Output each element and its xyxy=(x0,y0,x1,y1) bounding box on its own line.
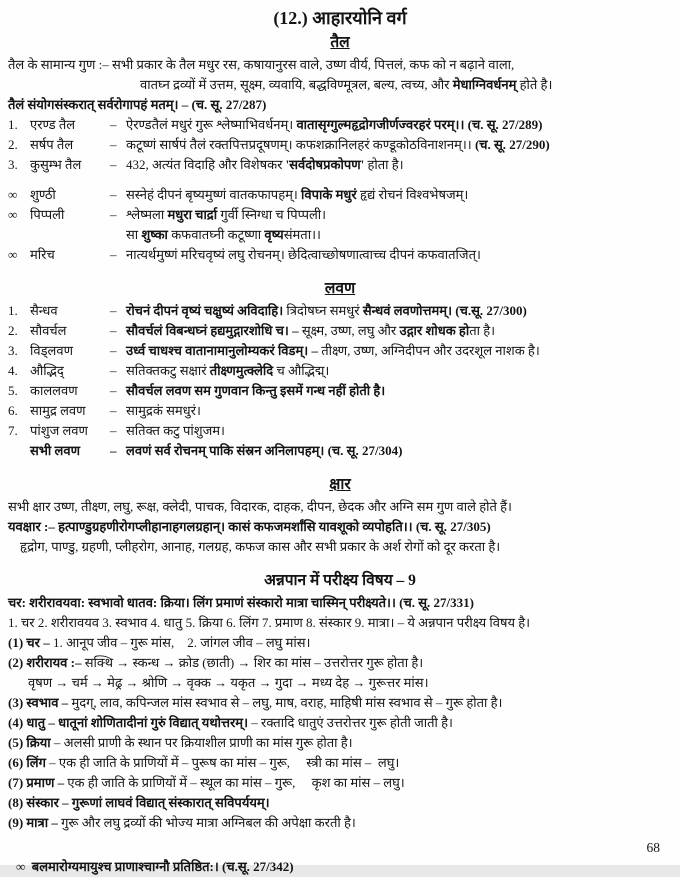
spacer xyxy=(8,265,672,277)
item-number xyxy=(8,225,30,245)
text-segment: मधुरा चार्द्रा xyxy=(167,207,218,222)
text-segment: (8) संस्कार – गुरूणां लाघवं विद्यात् संस्कारात् सविपर्ययम्। xyxy=(8,795,270,810)
item-text xyxy=(126,401,672,421)
text-line xyxy=(8,713,672,733)
dash-separator xyxy=(110,225,126,245)
list-item xyxy=(8,361,672,381)
item-text xyxy=(126,155,672,175)
item-text xyxy=(126,245,672,265)
text-line xyxy=(8,593,672,613)
text-segment: संमता।। xyxy=(283,227,321,242)
section-heading: अन्नपान में परीक्ष्य विषय – 9 xyxy=(264,572,416,589)
content xyxy=(8,6,672,877)
list-item xyxy=(8,155,672,175)
text-segment: सूक्ष्म, उष्ण, लघु और xyxy=(301,323,400,338)
text-line xyxy=(8,633,672,653)
item-term: सैन्धव xyxy=(30,303,58,318)
list-item xyxy=(8,301,672,321)
text-line xyxy=(8,653,672,673)
text-segment: (3) स्वभाव – xyxy=(8,695,72,710)
text-segment: सतिक्त कटु पांशुजम। xyxy=(126,423,225,438)
item-term: औद्भिद् xyxy=(30,363,64,378)
text-segment: 1. आनूप जीव – गुरू मांस, 2. जांगल जीव – लघु मांस। xyxy=(52,635,311,650)
text-segment: उद्गार शोधक हो xyxy=(399,323,470,338)
text-segment: सक्थि → स्कन्ध → क्रोड (छाती) → शिर का मांस – उत्तरोत्तर गुरू होता है। xyxy=(84,655,424,670)
text-segment: तैलं संयोगसंस्करात् सर्वरोगापहं मतम्। – (च. सू. 27/287) xyxy=(8,97,267,112)
item-term: काललवण xyxy=(30,383,78,398)
text-line xyxy=(8,793,672,813)
text-segment: वृष्य xyxy=(264,227,284,242)
text-line xyxy=(8,733,672,753)
text-line xyxy=(8,773,672,793)
text-segment: हृद्रोग, पाण्डु, ग्रहणी, प्लीहरोग, आनाह, गलग्रह, कफज कास और सभी प्रकार के अर्श रोगों को दूर करता है। xyxy=(20,539,501,554)
text-segment: मुदग्, लाव, कपिन्जल मांस स्वभाव से – लघु, माष, वराह, माहिषी मांस स्वभाव से – गुरू होता है। xyxy=(71,695,503,710)
item-number: 7. xyxy=(8,423,18,438)
text-segment: कटूष्णं सार्षपं तैलं रक्तपित्तप्रदूषणम्। कफशक्रानिलहरं कण्डूकोठविनाशनम्।। xyxy=(126,137,475,152)
item-text xyxy=(126,301,672,321)
list-item xyxy=(8,401,672,421)
list-item xyxy=(8,421,672,441)
text-segment: सा xyxy=(126,227,142,242)
text-segment: विपाके मधुरं xyxy=(301,187,357,202)
dash-separator: – xyxy=(110,323,117,338)
list-item xyxy=(8,341,672,361)
dash-separator: – xyxy=(110,157,117,172)
text-segment: सौवर्चल लवण सम गुणवान किन्तु इसमें गन्ध नहीं होती है। xyxy=(126,383,386,398)
dash-separator: – xyxy=(110,363,117,378)
item-number: ∞ xyxy=(8,187,18,202)
text-segment: सौवर्चलं विबन्धघ्नं हद्यमुद्गारशोधि च। – xyxy=(126,323,302,338)
text-line xyxy=(8,813,672,833)
text-segment: (9) मात्रा – xyxy=(8,815,62,830)
text-segment: कफवातघ्नी कटूष्णा xyxy=(167,227,265,242)
text-line xyxy=(8,497,672,517)
text-segment: सतिक्तकटु सक्षारं xyxy=(126,363,210,378)
page-number: 68 xyxy=(646,840,660,855)
dash-separator: – xyxy=(110,187,117,202)
text-segment: (2) शरीरायव :– xyxy=(8,655,85,670)
item-number: 1. xyxy=(8,303,18,318)
list-item xyxy=(8,321,672,341)
text-segment: (4) धातु – धातूनां शोणितादीनां गुरुं विद्यात् यथोत्तरम्। xyxy=(8,715,249,730)
item-term xyxy=(30,225,110,245)
section-heading: लवण xyxy=(324,280,356,297)
text-segment: एक ही जाति के प्राणियों में – स्थूल का मांस – गुरू, कृश का मांस – लघु। xyxy=(67,775,405,790)
text-segment: श्लेष्मला xyxy=(126,207,168,222)
item-number xyxy=(8,441,30,461)
item-term: विड्लवण xyxy=(30,343,73,358)
item-text xyxy=(126,421,672,441)
item-number: 4. xyxy=(8,363,18,378)
text-line xyxy=(20,537,672,557)
text-segment: तीक्ष्ण, उष्ण, अग्निदीपन और उदरशूल नाशक है। xyxy=(321,343,540,358)
text-segment: लवणं सर्व रोचनम् पाकि संस्रन अनिलापहम्। (च. सू. 27/304) xyxy=(126,443,403,458)
text-segment: नात्यर्थमुष्णं मरिचवृष्यं लघु रोचनम्। छेदित्वाच्छोषणात्वाच्च दीपनं कफवातजित्। xyxy=(126,247,481,262)
item-text xyxy=(126,115,672,135)
text-segment: त्रिदोषघ्न समधुरं xyxy=(283,303,363,318)
text-line xyxy=(8,693,672,713)
item-term: सर्षप तैल xyxy=(30,137,74,152)
list-item xyxy=(8,245,672,265)
item-number: ∞ xyxy=(8,207,18,222)
text-segment: – अलसी प्राणी के स्थान पर क्रियाशील प्राणी का मांस गुरू होता है। xyxy=(53,735,353,750)
text-segment: – एक ही जाति के प्राणियों में – पुरूष का मांस – गुरू, स्त्री का मांस – लघु। xyxy=(49,755,400,770)
text-line xyxy=(8,517,672,537)
text-segment: होता है। xyxy=(364,157,404,172)
item-text xyxy=(126,321,672,341)
text-segment: वातासृग्गुल्महृद्रोगजीर्णज्वरहरं परम्।। (च. सू. 27/289) xyxy=(296,117,543,132)
text-segment: 'सर्वदोषप्रकोपण' xyxy=(285,157,365,172)
text-segment: यवक्षार :– हत्पाण्डुग्रहणीरोगप्लीहानाहगलग्रहान्। कासं कफजमर्शांसि यावशूको व्यपोहति।। (च. सू. 27/305) xyxy=(8,519,491,534)
text-segment: (7) प्रमाण – xyxy=(8,775,68,790)
item-number: 1. xyxy=(8,117,18,132)
spacer xyxy=(8,557,672,569)
item-number: 2. xyxy=(8,323,18,338)
dash-separator: – xyxy=(110,383,117,398)
text-segment: (च. सू. 27/290) xyxy=(474,137,550,152)
text-segment: गुर्वी स्निग्धा च पिप्पली। xyxy=(217,207,327,222)
item-term: सभी लवण xyxy=(30,443,80,458)
section-heading: क्षार xyxy=(329,476,351,493)
dash-separator: – xyxy=(110,423,117,438)
text-line xyxy=(28,673,672,693)
text-segment: (1) चर – xyxy=(8,635,53,650)
item-text xyxy=(126,135,672,155)
item-term: कुसुम्भ तैल xyxy=(30,157,82,172)
list-item xyxy=(8,185,672,205)
text-segment: शुष्का xyxy=(141,227,168,242)
item-text xyxy=(126,205,672,225)
item-text xyxy=(126,361,672,381)
text-segment: सस्नेहं दीपनं बृष्यमुष्णं वातकफापहम्। xyxy=(126,187,302,202)
list-item xyxy=(8,381,672,401)
text-segment: होते है। xyxy=(516,77,553,92)
list-item xyxy=(8,115,672,135)
text-segment: च औद्भिद्म्। xyxy=(273,363,330,378)
text-line xyxy=(140,75,672,95)
text-segment: – रक्तादि धातुएं उत्तरोत्तर गुरू होती जाती है। xyxy=(248,715,453,730)
text-line xyxy=(8,55,672,75)
item-number: 2. xyxy=(8,137,18,152)
text-segment: तैल के सामान्य गुण :– सभी प्रकार के तैल मधुर रस, कषायानुरस वाले, उष्ण वीर्य, पित्तलं, कफ को न बढ़ाने वाला, xyxy=(8,57,515,72)
item-text xyxy=(126,341,672,361)
item-number: 3. xyxy=(8,343,18,358)
text-line xyxy=(8,95,672,115)
item-number: 6. xyxy=(8,403,18,418)
text-segment: 1. चर 2. शरीरावयव 3. स्वभाव 4. धातु 5. क्रिया 6. लिंग 7. प्रमाण 8. संस्कार 9. मात्रा। – ये अन्नपान परीक्ष्य विषय है। xyxy=(8,615,531,630)
section-heading: तैल xyxy=(330,34,350,51)
text-segment: चर: शरीरावयवा: स्वभावो धातव: क्रिया। लिंग प्रमाणं संस्कारो मात्रा चास्मिन् परीक्ष्यते।। (च. सू. 27/331) xyxy=(8,595,474,610)
page-title: (12.) आहारयोनि वर्ग xyxy=(273,8,407,28)
spacer xyxy=(8,175,672,185)
dash-separator: – xyxy=(110,303,117,318)
list-item xyxy=(8,225,672,245)
dash-separator: – xyxy=(110,137,117,152)
list-item xyxy=(8,135,672,155)
text-segment: रोचनं दीपनं वृष्यं चक्षुष्यं अविदाहि। xyxy=(126,303,284,318)
text-segment: ऐरण्डतैलं मधुरं गुरू श्लेष्माभिवर्धनम्। xyxy=(126,117,297,132)
text-line xyxy=(8,753,672,773)
text-line xyxy=(8,613,672,633)
item-text xyxy=(126,441,672,461)
text-segment: वातघ्न द्रव्यों में उत्तम, सूक्ष्म, व्यवायि, बद्धविण्मूत्रल, बल्य, त्वच्य, और xyxy=(140,77,453,92)
text-segment: उर्ध्व चाधश्च वातानामानुलोम्यकरं विडम्। – xyxy=(126,343,322,358)
text-segment: सैन्धवं लवणोत्तमम्। (च.सू. 27/300) xyxy=(362,303,527,318)
item-term: पांशुज लवण xyxy=(30,423,88,438)
text-segment: सामुद्रकं समधुरं। xyxy=(126,403,201,418)
dash-separator: – xyxy=(110,207,117,222)
item-term: एरण्ड तैल xyxy=(30,117,76,132)
text-segment: हृद्यं रोचनं विश्वभेषजम्। xyxy=(356,187,469,202)
dash-separator: – xyxy=(110,403,117,418)
item-number: 5. xyxy=(8,383,18,398)
item-text xyxy=(126,225,672,245)
text-segment: गुरू और लघु द्रव्यों की भोज्य मात्रा अग्निबल की अपेक्षा करती है। xyxy=(61,815,356,830)
dash-separator: – xyxy=(110,343,117,358)
item-text xyxy=(126,381,672,401)
item-number: ∞ xyxy=(8,247,18,262)
dash-separator: – xyxy=(110,247,117,262)
text-segment: तीक्ष्णमुत्क्लेदि xyxy=(209,363,274,378)
text-segment: ∞ xyxy=(16,859,32,874)
item-text xyxy=(126,185,672,205)
text-segment: बलमारोग्यमायुश्च प्राणाश्चाग्नौ प्रतिष्ठित:। (च.सू. 27/342) xyxy=(31,859,294,874)
text-segment: ता है। xyxy=(469,323,496,338)
text-segment: 432, अत्यंत विदाहि और विशेषकर xyxy=(126,157,286,172)
text-segment: मेधाग्निवर्धनम् xyxy=(452,77,517,92)
dash-separator: – xyxy=(110,117,117,132)
item-term: मरिच xyxy=(30,247,55,262)
list-item xyxy=(8,205,672,225)
item-term: शुण्ठी xyxy=(30,187,56,202)
text-line xyxy=(16,857,672,877)
text-segment: सभी क्षार उष्ण, तीक्ष्ण, लघु, रूक्ष, क्लेदी, पाचक, विदारक, दाहक, दीपन, छेदक और अग्नि सम गुण वाले होते हैं। xyxy=(8,499,512,514)
item-term: सौवर्चल xyxy=(30,323,67,338)
item-term: पिप्पली xyxy=(30,207,65,222)
dash-separator: – xyxy=(110,443,117,458)
text-segment: (6) लिंग xyxy=(8,755,50,770)
spacer xyxy=(8,461,672,473)
item-term: सामुद्र लवण xyxy=(30,403,86,418)
text-segment: वृषण → चर्म → मेढ्र → श्रोणि → वृक्क → यकृत → गुदा → मध्य देह → गुरूत्तर मांस। xyxy=(28,675,429,690)
list-item xyxy=(8,441,672,461)
item-number: 3. xyxy=(8,157,18,172)
text-segment: (5) क्रिया xyxy=(8,735,54,750)
